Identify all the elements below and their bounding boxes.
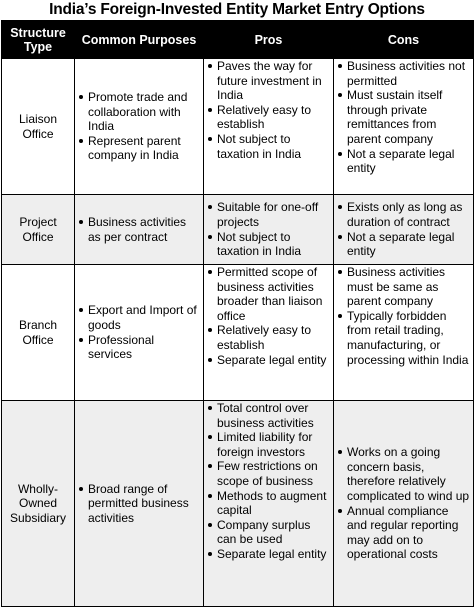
list-item: Exists only as long as duration of contract — [337, 200, 470, 229]
table-row — [2, 401, 474, 607]
list-item: Not subject to taxation in India — [207, 132, 330, 161]
list-item: Relatively easy to establish — [207, 103, 330, 132]
header-pros: Pros — [204, 21, 334, 59]
entry-options-table — [1, 20, 474, 607]
list-item: Not a separate legal entity — [337, 147, 470, 176]
list-item: Suitable for one-off projects — [207, 200, 330, 229]
list-item: Business activities must be same as parent company — [337, 265, 470, 309]
list-item: Few restrictions on scope of business — [207, 459, 330, 488]
purposes-cell — [75, 401, 204, 607]
list-item: Promote trade and collaboration with India — [78, 90, 200, 134]
pros-cell — [204, 265, 334, 401]
list-item: Separate legal entity — [207, 353, 330, 368]
structure-type-cell: Project Office — [2, 195, 75, 265]
table-header-row — [2, 21, 474, 59]
list-item: Total control over business activities — [207, 401, 330, 430]
document — [1, 0, 473, 607]
list-item: Paves the way for future investment in India — [207, 59, 330, 103]
list-item: Not a separate legal entity — [337, 230, 470, 259]
purposes-cell — [75, 265, 204, 401]
list-item: Annual compliance and regular reporting may add on to operational costs — [337, 504, 470, 562]
list-item: Broad range of permitted business activities — [78, 482, 200, 526]
list-item: Must sustain itself through private remittances from parent company — [337, 88, 470, 146]
list-item: Export and Import of goods — [78, 303, 200, 332]
list-item: Separate legal entity — [207, 547, 330, 562]
header-cons: Cons — [334, 21, 474, 59]
table-row — [2, 195, 474, 265]
cons-cell — [334, 59, 474, 195]
structure-type-cell: Wholly-Owned Subsidiary — [2, 401, 75, 607]
structure-type-cell: Liaison Office — [2, 59, 75, 195]
pros-cell — [204, 195, 334, 265]
list-item: Business activities as per contract — [78, 215, 200, 244]
list-item: Not subject to taxation in India — [207, 230, 330, 259]
header-structure-type: Structure Type — [2, 21, 75, 59]
list-item: Methods to augment capital — [207, 489, 330, 518]
cons-cell — [334, 265, 474, 401]
list-item: Typically forbidden from retail trading, manufacturing, or processing within India — [337, 309, 470, 367]
list-item: Permitted scope of business activities broader than liaison office — [207, 265, 330, 323]
structure-type-cell: Branch Office — [2, 265, 75, 401]
pros-cell — [204, 59, 334, 195]
list-item: Works on a going concern basis, therefore relatively complicated to wind up — [337, 445, 470, 503]
list-item: Limited liability for foreign investors — [207, 430, 330, 459]
cons-cell — [334, 401, 474, 607]
table-row — [2, 265, 474, 401]
purposes-cell — [75, 195, 204, 265]
header-common-purposes: Common Purposes — [75, 21, 204, 59]
list-item: Business activities not permitted — [337, 59, 470, 88]
list-item: Represent parent company in India — [78, 134, 200, 163]
purposes-cell — [75, 59, 204, 195]
list-item: Company surplus can be used — [207, 518, 330, 547]
cons-cell — [334, 195, 474, 265]
pros-cell — [204, 401, 334, 607]
table-row — [2, 59, 474, 195]
page-title: India’s Foreign-Invested Entity Market Entry Options — [49, 1, 425, 18]
list-item: Relatively easy to establish — [207, 323, 330, 352]
list-item: Professional services — [78, 333, 200, 362]
